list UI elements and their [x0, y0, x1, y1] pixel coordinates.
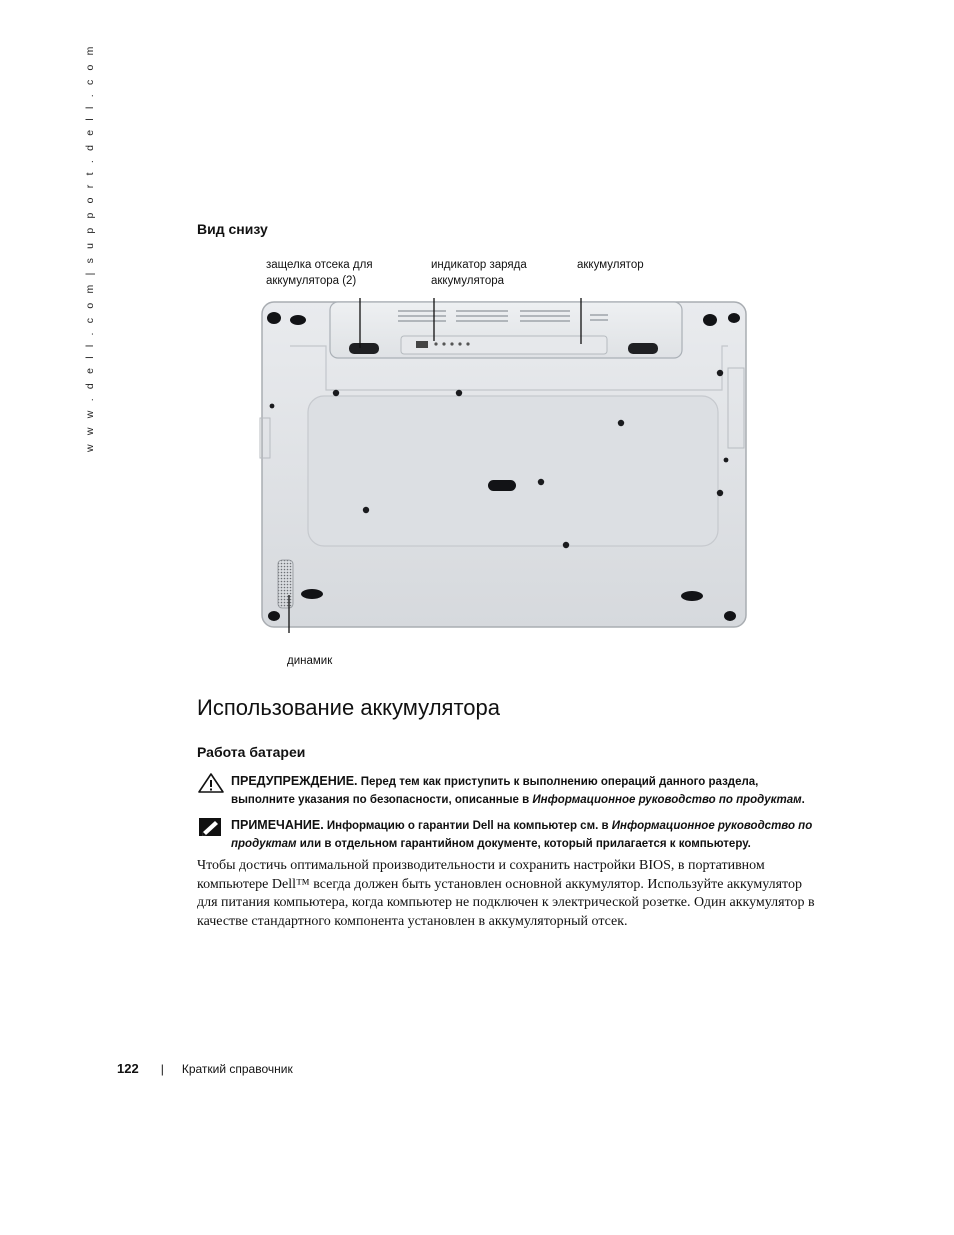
callout-charge-indicator-line2: аккумулятора — [431, 275, 505, 287]
page-footer — [117, 1061, 293, 1076]
callout-battery-latch-line2: аккумулятора (2) — [266, 275, 357, 287]
notice-text — [231, 816, 817, 853]
laptop-bottom-figure — [256, 298, 756, 633]
callout-speaker: динамик — [287, 655, 333, 667]
speaker-grill — [278, 560, 293, 608]
notice-text-part1: Информацию о гарантии Dell на компьютер см. в — [326, 820, 612, 832]
battery-latch-left[interactable] — [349, 343, 379, 354]
warning-triangle-icon — [197, 772, 225, 794]
notice-text-italic: Информационное руководство по продуктам — [231, 820, 813, 850]
callout-battery: аккумулятор — [577, 259, 644, 271]
warning-label: ПРЕДУПРЕЖДЕНИЕ. — [231, 774, 358, 788]
notice-text-part2: или в отдельном гарантийном документе, который прилагается к компьютеру. — [296, 838, 751, 850]
laptop-bottom-illustration — [256, 298, 756, 633]
section-subtitle: Работа батареи — [197, 744, 306, 760]
sidebar-url: w w w . d e l l . c o m | s u p p o r t . d e l l . c o m — [84, 43, 96, 452]
figure-heading: Вид снизу — [197, 221, 268, 237]
callout-battery-latch-line1: защелка отсека для — [266, 259, 373, 271]
warning-text — [231, 772, 817, 809]
battery-latch-right[interactable] — [628, 343, 658, 354]
callout-charge-indicator — [431, 257, 527, 289]
base-panel — [308, 396, 718, 546]
notice-block — [197, 816, 817, 853]
warning-text-part2: . — [801, 794, 805, 806]
callout-battery-latch — [266, 257, 373, 289]
body-paragraph: Чтобы достичь оптимальной производительности и сохранить настройки BIOS, в портативном компьютере Dell™ всегда должен быть установлен основной аккумулятор. Используйте аккумулятор для питания компьютера, когда компьютер не подключен к электрической розетке. Один аккумулятор в качестве стандартного компонента установлен в аккумуляторный отсек. — [197, 858, 815, 929]
pencil-note-icon — [197, 816, 225, 838]
notice-label: ПРИМЕЧАНИЕ. — [231, 818, 324, 832]
page-number: 122 — [117, 1061, 139, 1076]
callout-charge-indicator-line1: индикатор заряда — [431, 259, 527, 271]
warning-block — [197, 772, 817, 809]
footer-title: Краткий справочник — [181, 1062, 293, 1076]
warning-text-part1: Перед тем как приступить к выполнению операций данного раздела, выполните указания по безопасности, описанные в — [231, 776, 759, 806]
page-title: Использование аккумулятора — [197, 695, 500, 720]
warning-text-italic: Информационное руководство по продуктам — [532, 794, 802, 806]
footer-separator: | — [160, 1062, 164, 1076]
